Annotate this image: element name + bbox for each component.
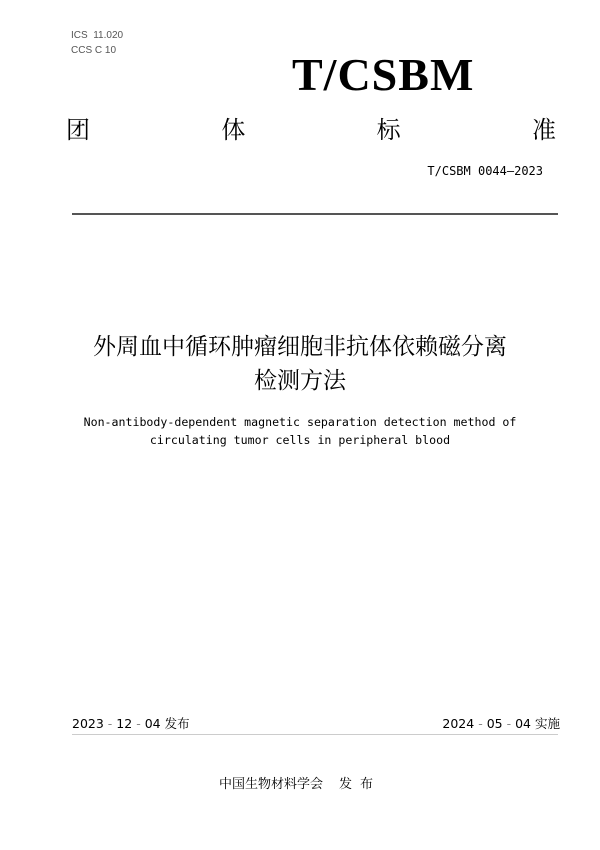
date-row xyxy=(72,714,560,734)
english-title-line-2: circulating tumor cells in peripheral blood xyxy=(149,433,451,447)
publisher-action: 发布 xyxy=(339,777,382,792)
publish-date: 2023 - 12 - 04 发布 xyxy=(72,716,190,731)
bottom-divider xyxy=(72,734,558,735)
standard-type-char: 准 xyxy=(531,116,556,144)
ics-code: ICS 11.020 xyxy=(71,30,124,41)
implement-date: 2024 - 05 - 04 实施 xyxy=(442,716,560,731)
standard-type-heading xyxy=(66,113,556,147)
chinese-title-line-2: 检测方法 xyxy=(254,368,346,394)
organization-code: T/CSBM xyxy=(292,49,475,100)
standard-type-char: 体 xyxy=(221,116,246,144)
publish-label: 发布 xyxy=(164,716,190,731)
chinese-title-line-1: 外周血中循环肿瘤细胞非抗体依赖磁分离 xyxy=(93,334,507,360)
publisher-name: 中国生物材料学会 xyxy=(218,777,323,792)
implement-label: 实施 xyxy=(534,716,560,731)
chinese-title xyxy=(40,330,560,398)
standard-type-char: 团 xyxy=(66,116,90,144)
classification-codes xyxy=(71,28,123,58)
english-title-line-1: Non-antibody-dependent magnetic separation detection method of xyxy=(83,415,517,429)
english-title xyxy=(40,413,560,449)
standard-type-char: 标 xyxy=(376,116,401,144)
standard-number: T/CSBM 0044—2023 xyxy=(427,164,543,178)
publisher-line xyxy=(0,775,600,795)
ccs-code: CCS C 10 xyxy=(71,45,117,56)
top-divider xyxy=(72,213,558,215)
